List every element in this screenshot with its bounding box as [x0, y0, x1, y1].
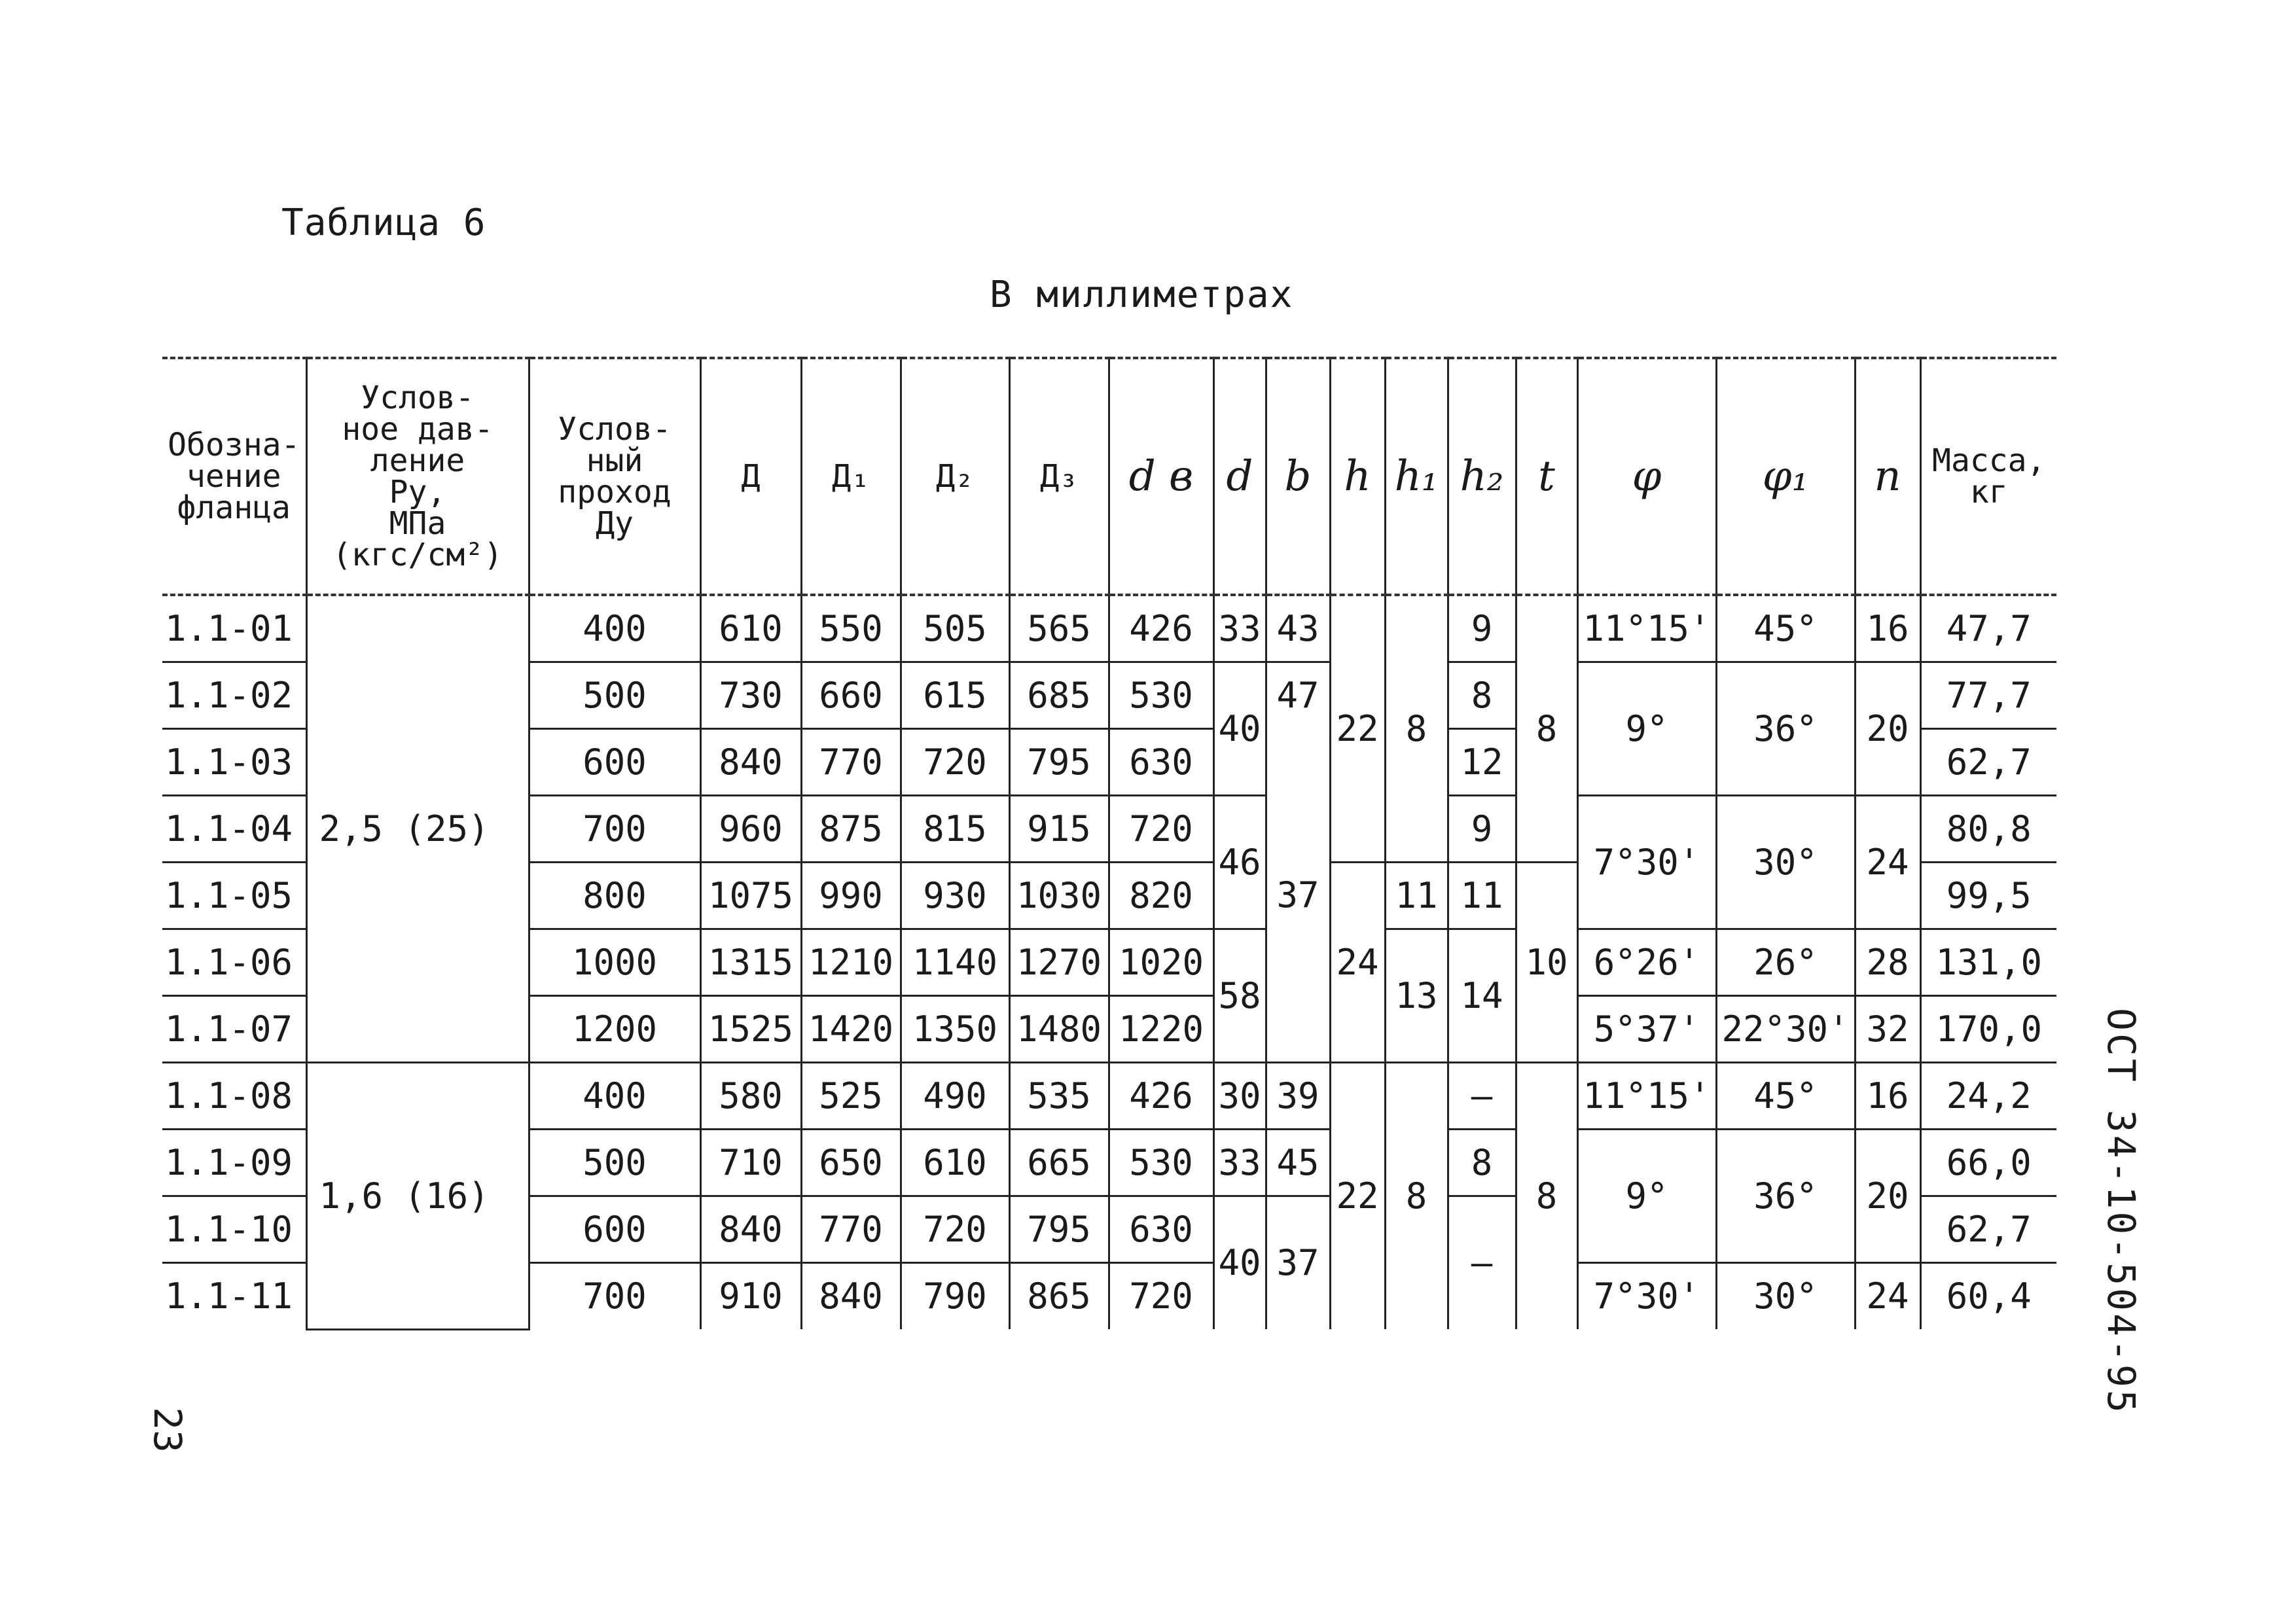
- table-cell: 610: [700, 595, 801, 662]
- mass-cell: 62,7: [1920, 1196, 2056, 1262]
- table-cell: 865: [1009, 1262, 1109, 1329]
- flange-code-cell: 1.1-05: [162, 862, 306, 929]
- table-cell: 8: [1516, 595, 1577, 862]
- table-cell: 20: [1855, 662, 1920, 795]
- table-cell: 16: [1855, 595, 1920, 662]
- column-header: h₁: [1385, 358, 1448, 595]
- flange-code-cell: 1.1-06: [162, 929, 306, 995]
- table-cell: 22°30': [1716, 995, 1855, 1062]
- table-cell: 11°15': [1577, 1062, 1716, 1129]
- mass-cell: 170,0: [1920, 995, 2056, 1062]
- table-cell: 550: [801, 595, 901, 662]
- table-cell: 45: [1266, 1129, 1330, 1196]
- table-cell: 500: [529, 1129, 700, 1196]
- table-cell: 1525: [700, 995, 801, 1062]
- table-cell: 840: [700, 1196, 801, 1262]
- table-cell: 24: [1855, 795, 1920, 929]
- table-cell: 24: [1855, 1262, 1920, 1329]
- units-caption: В миллиметрах: [990, 274, 1294, 316]
- table-cell: 565: [1009, 595, 1109, 662]
- table-cell: 400: [529, 595, 700, 662]
- mass-cell: 77,7: [1920, 662, 2056, 728]
- table-cell: 33: [1213, 1129, 1266, 1196]
- mass-cell: 131,0: [1920, 929, 2056, 995]
- table-cell: –: [1448, 1062, 1516, 1129]
- flange-code-cell: 1.1-08: [162, 1062, 306, 1129]
- table-cell: 36°: [1716, 1129, 1855, 1262]
- table-cell: 58: [1213, 929, 1266, 1062]
- flange-code-cell: 1.1-04: [162, 795, 306, 862]
- column-header: Обозна- чение фланца: [162, 358, 306, 595]
- mass-cell: 62,7: [1920, 728, 2056, 795]
- table-cell: 400: [529, 1062, 700, 1129]
- flange-code-cell: 1.1-01: [162, 595, 306, 662]
- table-cell: 875: [801, 795, 901, 862]
- flange-code-cell: 1.1-07: [162, 995, 306, 1062]
- column-header: n: [1855, 358, 1920, 595]
- table-cell: 580: [700, 1062, 801, 1129]
- table-cell: 820: [1109, 862, 1213, 929]
- table-cell: 426: [1109, 595, 1213, 662]
- column-header: b: [1266, 358, 1330, 595]
- table-cell: 32: [1855, 995, 1920, 1062]
- table-cell: 790: [901, 1262, 1009, 1329]
- column-header: h: [1330, 358, 1385, 595]
- table-cell: 22: [1330, 1062, 1385, 1329]
- table-cell: 45°: [1716, 595, 1855, 662]
- table-cell: 505: [901, 595, 1009, 662]
- table-cell: 1480: [1009, 995, 1109, 1062]
- mass-cell: 99,5: [1920, 862, 2056, 929]
- table-caption: Таблица 6: [281, 202, 486, 244]
- table-cell: 33: [1213, 595, 1266, 662]
- table-cell: 800: [529, 862, 700, 929]
- column-header: t: [1516, 358, 1577, 595]
- table-row: [162, 1062, 2056, 1129]
- mass-cell: 66,0: [1920, 1129, 2056, 1196]
- table-cell: 39: [1266, 1062, 1330, 1129]
- table-cell: 12: [1448, 728, 1516, 795]
- table-cell: 30: [1213, 1062, 1266, 1129]
- table-cell: 840: [700, 728, 801, 795]
- table-cell: 7°30': [1577, 795, 1716, 929]
- table-cell: 1270: [1009, 929, 1109, 995]
- table-cell: 7°30': [1577, 1262, 1716, 1329]
- table-cell: 8: [1448, 662, 1516, 728]
- table-cell: 685: [1009, 662, 1109, 728]
- table-cell: 6°26': [1577, 929, 1716, 995]
- table-cell: 770: [801, 728, 901, 795]
- table-cell: 426: [1109, 1062, 1213, 1129]
- table-cell: 1220: [1109, 995, 1213, 1062]
- table-cell: 11: [1448, 862, 1516, 929]
- flange-spec-table: [162, 357, 2056, 1330]
- table-cell: 600: [529, 1196, 700, 1262]
- table-cell: 720: [901, 728, 1009, 795]
- table-cell: 665: [1009, 1129, 1109, 1196]
- flange-code-cell: 1.1-02: [162, 662, 306, 728]
- table-cell: 47: [1266, 662, 1330, 728]
- table-cell: 5°37': [1577, 995, 1716, 1062]
- table-cell: 840: [801, 1262, 901, 1329]
- table-cell: 28: [1855, 929, 1920, 995]
- table-cell: 40: [1213, 1196, 1266, 1329]
- table-cell: 615: [901, 662, 1009, 728]
- table-cell: 650: [801, 1129, 901, 1196]
- mass-cell: 60,4: [1920, 1262, 2056, 1329]
- table-cell: 700: [529, 795, 700, 862]
- table-cell: 1315: [700, 929, 801, 995]
- column-header: Д₃: [1009, 358, 1109, 595]
- table-cell: 710: [700, 1129, 801, 1196]
- column-header: d: [1213, 358, 1266, 595]
- table-cell: 9: [1448, 795, 1516, 862]
- column-header: Услов- ный проход Ду: [529, 358, 700, 595]
- table-cell: 37: [1266, 1196, 1330, 1329]
- table-cell: 720: [1109, 1262, 1213, 1329]
- table-cell: 26°: [1716, 929, 1855, 995]
- flange-code-cell: 1.1-10: [162, 1196, 306, 1262]
- table-cell: 8: [1516, 1062, 1577, 1329]
- column-header: φ: [1577, 358, 1716, 595]
- pressure-cell: 1,6 (16): [306, 1062, 529, 1329]
- table-cell: 910: [700, 1262, 801, 1329]
- table-cell: 530: [1109, 662, 1213, 728]
- table-cell: 22: [1330, 595, 1385, 862]
- table-cell: 40: [1213, 662, 1266, 795]
- table-cell: 9°: [1577, 662, 1716, 795]
- table-cell: 915: [1009, 795, 1109, 862]
- table-cell: 9°: [1577, 1129, 1716, 1262]
- mass-cell: 80,8: [1920, 795, 2056, 862]
- table-cell: 630: [1109, 1196, 1213, 1262]
- table-cell: 490: [901, 1062, 1009, 1129]
- mass-cell: 47,7: [1920, 595, 2056, 662]
- table-cell: 13: [1385, 929, 1448, 1062]
- table-cell: 11°15': [1577, 595, 1716, 662]
- table-cell: 1420: [801, 995, 901, 1062]
- pressure-cell: 2,5 (25): [306, 595, 529, 1062]
- table-cell: 46: [1213, 795, 1266, 929]
- table-cell: 1210: [801, 929, 901, 995]
- column-header: d в: [1109, 358, 1213, 595]
- table-cell: 24: [1330, 862, 1385, 1062]
- table-cell: 700: [529, 1262, 700, 1329]
- table-cell: 8: [1385, 1062, 1448, 1329]
- table-cell: 9: [1448, 595, 1516, 662]
- table-cell: 36°: [1716, 662, 1855, 795]
- table-cell: 930: [901, 862, 1009, 929]
- table-cell: 630: [1109, 728, 1213, 795]
- table-cell: 14: [1448, 929, 1516, 1062]
- table-cell: 770: [801, 1196, 901, 1262]
- table-cell: 730: [700, 662, 801, 728]
- table-cell: 720: [1109, 795, 1213, 862]
- table-cell: 43: [1266, 595, 1330, 662]
- table-cell: 1350: [901, 995, 1009, 1062]
- page-number: 23: [145, 1407, 190, 1453]
- table-cell: 535: [1009, 1062, 1109, 1129]
- table-cell: –: [1448, 1196, 1516, 1329]
- column-header: Д₁: [801, 358, 901, 595]
- table-cell: 30°: [1716, 795, 1855, 929]
- flange-code-cell: 1.1-03: [162, 728, 306, 795]
- table-cell: 30°: [1716, 1262, 1855, 1329]
- table-cell: 37: [1266, 728, 1330, 1062]
- flange-code-cell: 1.1-11: [165, 1275, 293, 1317]
- table-cell: 11: [1385, 862, 1448, 929]
- table-body: [162, 595, 2056, 1329]
- table-cell: 795: [1009, 1196, 1109, 1262]
- table-cell: 720: [901, 1196, 1009, 1262]
- table-cell: 10: [1516, 862, 1577, 1062]
- table-cell: 1140: [901, 929, 1009, 995]
- table-cell: 8: [1385, 595, 1448, 862]
- column-header: h₂: [1448, 358, 1516, 595]
- header-row: [162, 358, 2056, 595]
- table-cell: 1075: [700, 862, 801, 929]
- document-code: ОСТ 34-10-504-95: [2099, 1008, 2144, 1416]
- table-cell: 815: [901, 795, 1009, 862]
- table-cell: 16: [1855, 1062, 1920, 1129]
- table-cell: 660: [801, 662, 901, 728]
- mass-cell: 24,2: [1920, 1062, 2056, 1129]
- column-header: Д: [700, 358, 801, 595]
- column-header: Д₂: [901, 358, 1009, 595]
- table-cell: 1020: [1109, 929, 1213, 995]
- table-cell: 1030: [1009, 862, 1109, 929]
- column-header: Услов- ное дав- ление Ру, МПа (кгс/см²): [306, 358, 529, 595]
- table-cell: 500: [529, 662, 700, 728]
- table-cell: 20: [1855, 1129, 1920, 1262]
- table-cell: 45°: [1716, 1062, 1855, 1129]
- table-cell: 610: [901, 1129, 1009, 1196]
- table-cell: 795: [1009, 728, 1109, 795]
- table-cell: 525: [801, 1062, 901, 1129]
- table-cell: 8: [1448, 1129, 1516, 1196]
- table-cell: 1200: [529, 995, 700, 1062]
- table-cell: 600: [529, 728, 700, 795]
- table-cell: 530: [1109, 1129, 1213, 1196]
- column-header: Масса, кг: [1920, 358, 2056, 595]
- table-row: [162, 595, 2056, 662]
- column-header: φ₁: [1716, 358, 1855, 595]
- table-cell: 960: [700, 795, 801, 862]
- table-cell: 990: [801, 862, 901, 929]
- table-cell: 1000: [529, 929, 700, 995]
- flange-code-cell: 1.1-09: [162, 1129, 306, 1196]
